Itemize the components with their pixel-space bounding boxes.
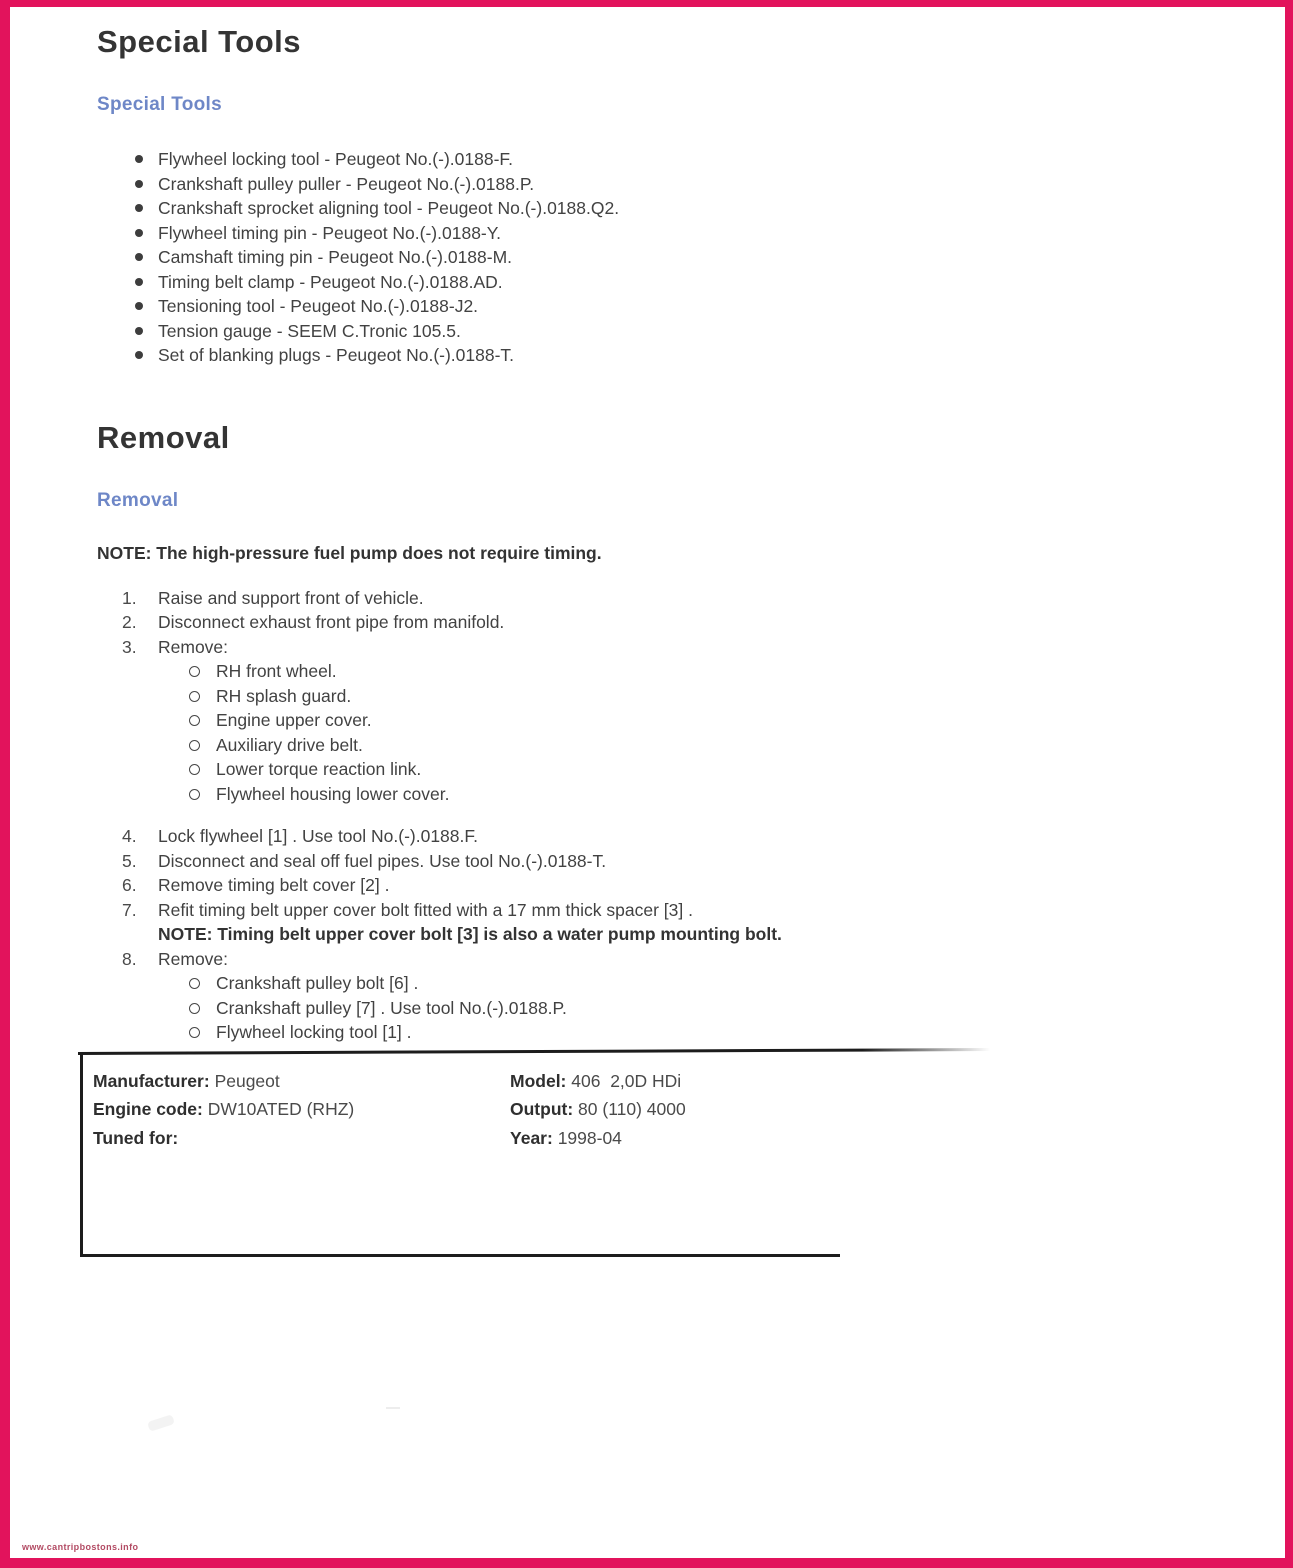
- step-number: 8.: [122, 948, 137, 969]
- scan-smudge: [386, 1407, 400, 1409]
- step-text: Raise and support front of vehicle.: [158, 587, 424, 608]
- step-note: NOTE: Timing belt upper cover bolt [3] is also a water pump mounting bolt.: [158, 924, 782, 944]
- manufacturer-label: Manufacturer:: [93, 1070, 210, 1091]
- info-box-left-line: [80, 1053, 83, 1257]
- sub-item: Flywheel housing lower cover.: [97, 782, 1233, 807]
- step-item: [97, 824, 1233, 849]
- year-label: Year:: [510, 1127, 553, 1148]
- model-value: 406 2,0D HDi: [571, 1070, 682, 1091]
- vehicle-info-box: [80, 1051, 992, 1258]
- step-text: Remove:: [158, 636, 229, 657]
- step-item: [97, 610, 1233, 635]
- page-border-bottom: [0, 1558, 1293, 1568]
- year-value: 1998-04: [557, 1127, 622, 1148]
- subheading-special-tools: Special Tools: [97, 94, 222, 115]
- special-tools-list: [97, 147, 1233, 368]
- list-item: Tension gauge - SEEM C.Tronic 105.5.: [97, 319, 1233, 344]
- step-number: 6.: [122, 875, 137, 895]
- sub-item: Flywheel locking tool [1] .: [97, 1020, 1233, 1045]
- step-item: [97, 873, 1233, 898]
- output-cell: [510, 1095, 686, 1124]
- list-item: Crankshaft sprocket aligning tool - Peugeot No.(-).0188.Q2.: [97, 196, 1233, 221]
- step-item: [97, 586, 1233, 611]
- list-item: Set of blanking plugs - Peugeot No.(-).0188-T.: [97, 343, 1233, 368]
- scan-smudge: [147, 1414, 175, 1432]
- vehicle-info-rows: [80, 1051, 992, 1153]
- step-number: 2.: [122, 612, 137, 632]
- step-number: 3.: [122, 636, 137, 657]
- vehicle-info-row: [93, 1124, 992, 1153]
- subheading-removal: Removal: [97, 489, 179, 511]
- step-item: [97, 898, 1233, 947]
- tuned-for-cell: [93, 1124, 510, 1153]
- step-number: 7.: [122, 899, 137, 920]
- manufacturer-cell: [93, 1067, 510, 1096]
- step-sub-list: [97, 659, 1233, 806]
- output-label: Output:: [510, 1099, 574, 1119]
- step-item: [97, 849, 1233, 874]
- tuned-for-label: Tuned for:: [93, 1127, 179, 1148]
- output-value: 80 (110) 4000: [578, 1099, 686, 1119]
- step-text: Remove:: [158, 948, 229, 969]
- step-text: Disconnect exhaust front pipe from manifold.: [158, 612, 505, 632]
- sub-item: Engine upper cover.: [97, 708, 1233, 733]
- manufacturer-value: Peugeot: [214, 1070, 280, 1091]
- list-item: Tensioning tool - Peugeot No.(-).0188-J2.: [97, 294, 1233, 319]
- step-text: Disconnect and seal off fuel pipes. Use tool No.(-).0188-T.: [158, 850, 607, 871]
- sub-item: RH splash guard.: [97, 684, 1233, 709]
- model-cell: [510, 1067, 681, 1096]
- page-border-left: [0, 0, 10, 1568]
- year-cell: [510, 1124, 622, 1153]
- note-fuel-pump: NOTE: The high-pressure fuel pump does not require timing.: [97, 542, 602, 563]
- list-item: Timing belt clamp - Peugeot No.(-).0188.AD.: [97, 270, 1233, 295]
- step-sub-list: [97, 971, 1233, 1045]
- step-text: Refit timing belt upper cover bolt fitted with a 17 mm thick spacer [3] .: [158, 899, 693, 920]
- vehicle-info-row: [93, 1095, 992, 1124]
- list-item: Flywheel timing pin - Peugeot No.(-).0188-Y.: [97, 221, 1233, 246]
- page-border-right: [1285, 0, 1293, 1568]
- watermark-url: www.cantripbostons.info: [22, 1542, 139, 1552]
- model-label: Model:: [510, 1070, 567, 1091]
- heading-special-tools: Special Tools: [97, 24, 302, 59]
- list-item: Camshaft timing pin - Peugeot No.(-).0188-M.: [97, 245, 1233, 270]
- info-box-bottom-line: [80, 1254, 840, 1257]
- step-item: [97, 635, 1233, 807]
- heading-removal: Removal: [97, 419, 230, 455]
- step-item: [97, 947, 1233, 1045]
- list-item: Crankshaft pulley puller - Peugeot No.(-).0188.P.: [97, 172, 1233, 197]
- list-item: Flywheel locking tool - Peugeot No.(-).0188-F.: [97, 147, 1233, 172]
- step-number: 5.: [122, 850, 137, 871]
- removal-steps-list: [97, 586, 1233, 1045]
- page-border-top: [0, 0, 1293, 7]
- engine-code-label: Engine code:: [93, 1099, 203, 1119]
- step-text: Lock flywheel [1] . Use tool No.(-).0188.F.: [158, 826, 478, 846]
- vehicle-info-row: [93, 1067, 992, 1096]
- sub-item: Crankshaft pulley bolt [6] .: [97, 971, 1233, 996]
- sub-item: RH front wheel.: [97, 659, 1233, 684]
- step-text: Remove timing belt cover [2] .: [158, 875, 390, 895]
- step-number: 1.: [122, 587, 137, 608]
- engine-code-cell: [93, 1095, 510, 1124]
- step-number: 4.: [122, 826, 137, 846]
- engine-code-value: DW10ATED (RHZ): [207, 1099, 355, 1119]
- sub-item: Crankshaft pulley [7] . Use tool No.(-).0188.P.: [97, 996, 1233, 1021]
- sub-item: Auxiliary drive belt.: [97, 733, 1233, 758]
- sub-item: Lower torque reaction link.: [97, 757, 1233, 782]
